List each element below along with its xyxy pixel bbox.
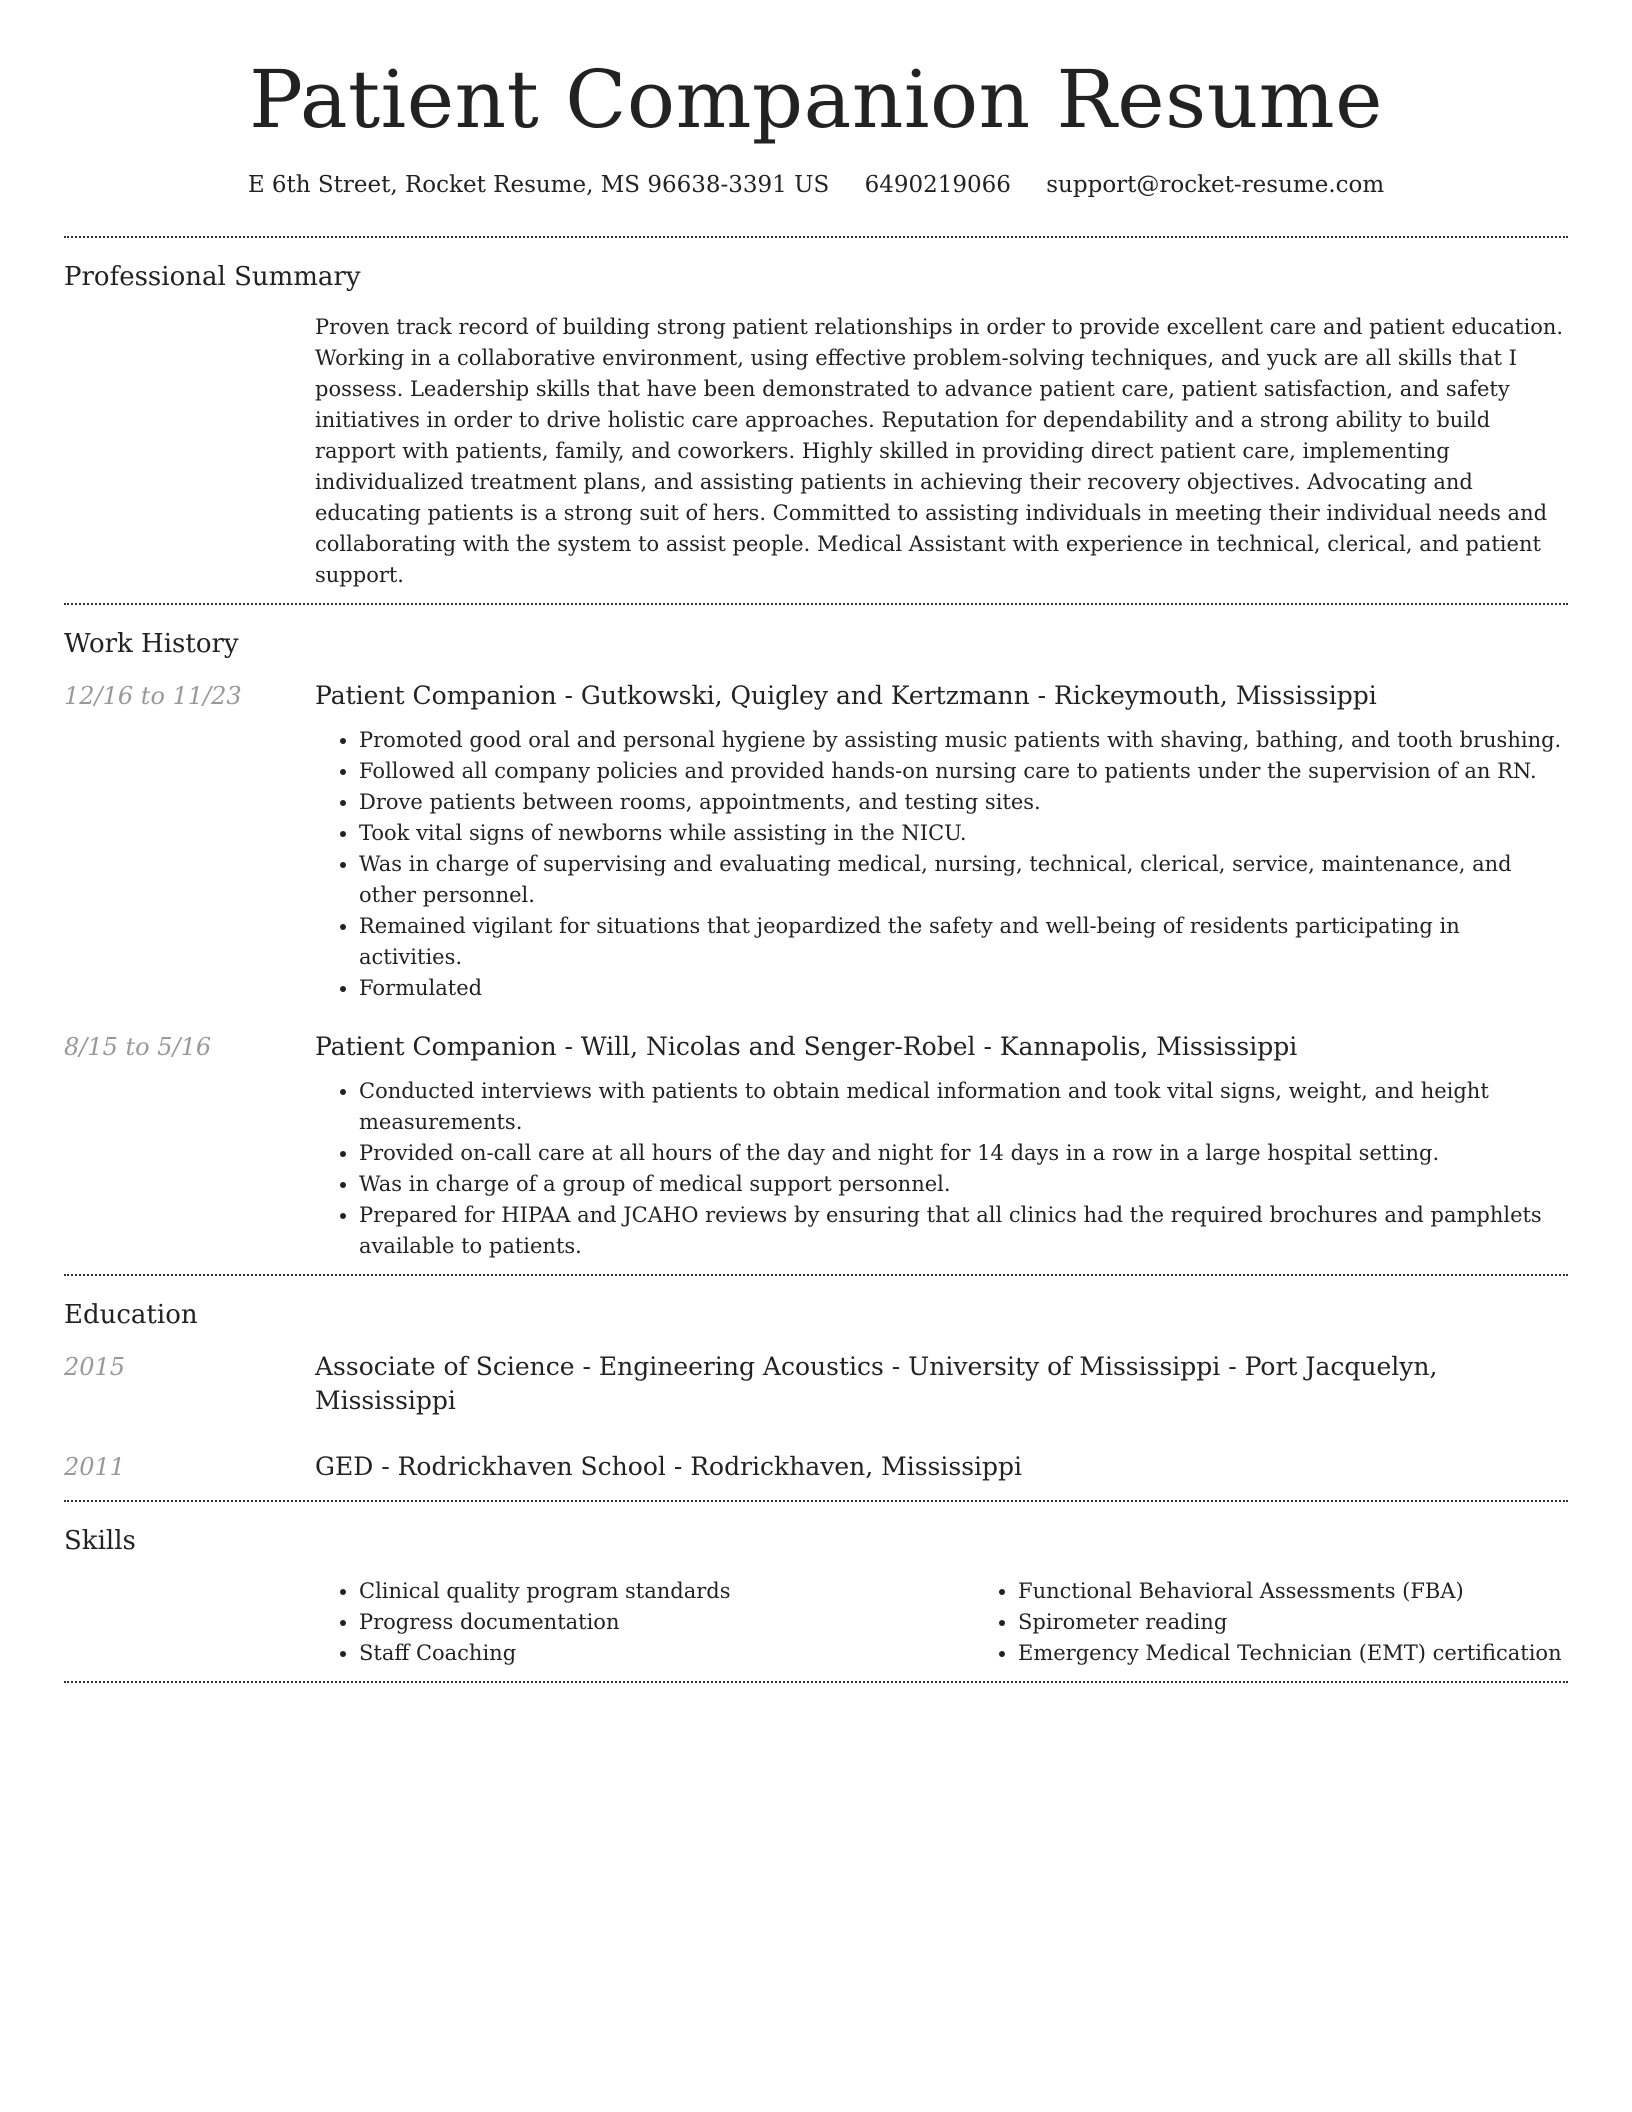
- skills-row: [64, 1576, 1568, 1669]
- job-details: [315, 679, 1568, 1004]
- skills-list-left: [315, 1576, 974, 1669]
- summary-heading: Professional Summary: [64, 262, 361, 292]
- summary-row: [64, 312, 1568, 591]
- job-bullets: [315, 1076, 1568, 1262]
- skill-item: • Clinical quality program standards: [359, 1576, 974, 1607]
- summary-left-spacer: [64, 312, 315, 591]
- education-year: 2015: [64, 1353, 126, 1381]
- job-bullet: • Prepared for HIPAA and JCAHO reviews by ensuring that all clinics had the required brochures and pamphlets available to patients.: [359, 1200, 1568, 1262]
- resume-title: Patient Companion Resume: [249, 53, 1383, 146]
- job-bullet: • Followed all company policies and provided hands-on nursing care to patients under the supervision of an RN.: [359, 756, 1568, 787]
- skills-list-right: [974, 1576, 1632, 1669]
- job-bullet: • Conducted interviews with patients to obtain medical information and took vital signs, weight, and height measurements.: [359, 1076, 1568, 1138]
- skill-item: • Spirometer reading: [1018, 1607, 1632, 1638]
- job-bullet: • Took vital signs of newborns while assisting in the NICU.: [359, 818, 1568, 849]
- resume-header: [64, 0, 1568, 200]
- skills-left-spacer: [64, 1576, 315, 1669]
- job-entry: [64, 679, 1568, 1004]
- job-bullet: • Drove patients between rooms, appointments, and testing sites.: [359, 787, 1568, 818]
- work-history-section: [64, 605, 1568, 1274]
- job-bullet: • Was in charge of supervising and evaluating medical, nursing, technical, clerical, service, maintenance, and other personnel.: [359, 849, 1568, 911]
- job-heading: Patient Companion - Gutkowski, Quigley and Kertzmann - Rickeymouth, Mississippi: [315, 681, 1377, 710]
- education-heading: Education: [64, 1300, 198, 1330]
- job-dates: 8/15 to 5/16: [64, 1033, 212, 1061]
- education-year: 2011: [64, 1453, 126, 1481]
- job-bullets: [315, 725, 1568, 1004]
- skills-grid: [315, 1576, 1632, 1669]
- education-heading-text: Associate of Science - Engineering Acoustics - University of Mississippi - Port Jacquelyn, Mississippi: [315, 1352, 1438, 1415]
- job-entry: [64, 1030, 1568, 1262]
- skill-item: • Functional Behavioral Assessments (FBA): [1018, 1576, 1632, 1607]
- job-bullet: • Was in charge of a group of medical support personnel.: [359, 1169, 1568, 1200]
- skill-item: • Emergency Medical Technician (EMT) certification: [1018, 1638, 1632, 1669]
- summary-section: [64, 238, 1568, 603]
- education-entry: [64, 1450, 1568, 1484]
- job-heading: Patient Companion - Will, Nicolas and Senger-Robel - Kannapolis, Mississippi: [315, 1032, 1298, 1061]
- job-bullet: • Remained vigilant for situations that jeopardized the safety and well-being of residents participating in activities.: [359, 911, 1568, 973]
- summary-text: Proven track record of building strong patient relationships in order to provide excellent care and patient education. Working in a collaborative environment, using effective problem-solving techniques, and yuck are all skills that I possess. Leadership skills that have been demonstrated to advance patient care, patient satisfaction, and safety initiatives in order to drive holistic care approaches. Reputation for dependability and a strong ability to build rapport with patients, family, and coworkers. Highly skilled in providing direct patient care, implementing individualized treatment plans, and assisting patients in achieving their recovery objectives. Advocating and educating patients is a strong suit of hers. Committed to assisting individuals in meeting their individual needs and collaborating with the system to assist people. Medical Assistant with experience in technical, clerical, and patient support.: [315, 315, 1564, 587]
- job-bullet: • Formulated: [359, 973, 1568, 1004]
- section-divider: [64, 1681, 1568, 1683]
- skill-item: • Progress documentation: [359, 1607, 974, 1638]
- contact-line: [64, 170, 1568, 200]
- job-dates: 12/16 to 11/23: [64, 682, 242, 710]
- job-bullet: • Provided on-call care at all hours of the day and night for 14 days in a row in a large hospital setting.: [359, 1138, 1568, 1169]
- work-history-heading: Work History: [64, 629, 239, 659]
- education-section: [64, 1276, 1568, 1500]
- education-heading-text: GED - Rodrickhaven School - Rodrickhaven, Mississippi: [315, 1452, 1023, 1481]
- contact-address: E 6th Street, Rocket Resume, MS 96638-3391 US: [247, 172, 830, 198]
- education-entry: [64, 1350, 1568, 1418]
- contact-email: support@rocket-resume.com: [1046, 172, 1385, 198]
- skills-heading: Skills: [64, 1526, 136, 1556]
- skill-item: • Staff Coaching: [359, 1638, 974, 1669]
- skills-section: [64, 1502, 1568, 1681]
- summary-body: [315, 312, 1568, 591]
- job-details: [315, 1030, 1568, 1262]
- job-bullet: • Promoted good oral and personal hygiene by assisting music patients with shaving, bathing, and tooth brushing.: [359, 725, 1568, 756]
- contact-phone: 6490219066: [864, 172, 1011, 198]
